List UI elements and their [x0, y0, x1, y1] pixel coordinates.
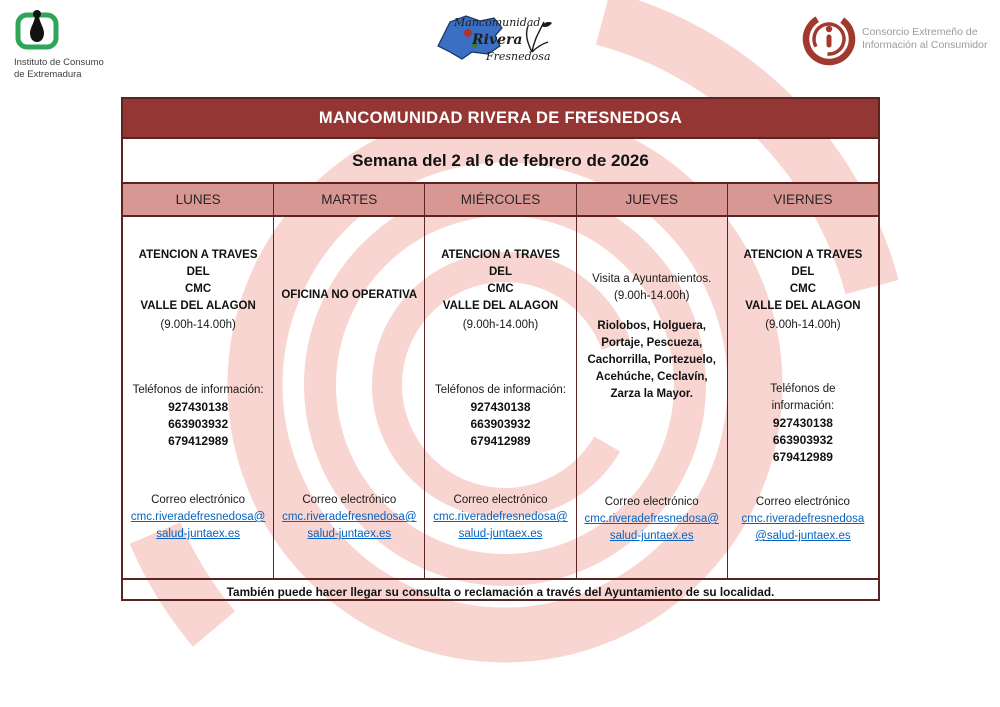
viernes-phone-numbers: [731, 415, 875, 466]
jueves-hours: (9.00h-14.00h): [613, 290, 690, 302]
cell-martes: [274, 217, 425, 578]
cell-miercoles: [425, 217, 576, 578]
instituto-logo-text-line2: de Extremadura: [14, 68, 82, 80]
lunes-email-label: Correo electrónico: [151, 494, 246, 506]
lunes-email-line1[interactable]: cmc.riveradefresnedosa@: [130, 511, 266, 523]
jueves-towns-line4: Acehúche, Ceclavín,: [595, 371, 708, 383]
mancomunidad-word3: Fresnedosa: [486, 50, 551, 63]
viernes-heading-line3: VALLE DEL ALAGON: [745, 300, 861, 312]
viernes-email-line1[interactable]: cmc.riveradefresnedosa: [741, 513, 865, 525]
lunes-phones-label: Teléfonos de información:: [132, 384, 264, 396]
day-header-lunes: LUNES: [123, 184, 274, 215]
lunes-email-link[interactable]: [126, 509, 270, 543]
consorcio-logo-text-line2: Información al Consumidor: [862, 39, 988, 51]
schedule-table: [121, 97, 880, 601]
day-header-miercoles: MIÉRCOLES: [425, 184, 576, 215]
lunes-phone-3: 679412989: [168, 434, 229, 448]
miercoles-email-label: Correo electrónico: [453, 494, 548, 506]
martes-email-line2[interactable]: salud-juntaex.es: [307, 528, 392, 540]
footer-note: También puede hacer llegar su consulta o reclamación a través del Ayuntamiento de su localidad.: [226, 584, 775, 599]
mancomunidad-word2: Rivera: [472, 32, 523, 48]
instituto-consumo-icon: [14, 8, 60, 50]
table-title-bar: [123, 99, 878, 139]
consorcio-logo: [800, 10, 995, 68]
jueves-towns-line5: Zarza la Mayor.: [610, 388, 693, 400]
jueves-activity: Visita a Ayuntamientos.: [592, 273, 712, 285]
table-title: MANCOMUNIDAD RIVERA DE FRESNEDOSA: [318, 108, 683, 127]
viernes-phone-1: 927430138: [772, 416, 833, 430]
miercoles-heading-line1: ATENCION A TRAVES DEL: [441, 249, 560, 278]
viernes-heading-line1: ATENCION A TRAVES DEL: [743, 249, 863, 278]
miercoles-phones-label: Teléfonos de información:: [434, 384, 567, 396]
lunes-hours: (9.00h-14.00h): [160, 319, 236, 331]
viernes-phone-3: 679412989: [772, 450, 833, 464]
day-header-jueves: JUEVES: [577, 184, 728, 215]
viernes-phones-label-line1: Teléfonos de: [770, 383, 836, 395]
lunes-phone-2: 663903932: [168, 417, 229, 431]
viernes-phones-label-line2: información:: [771, 400, 835, 412]
jueves-towns-line2: Portaje, Pescueza,: [601, 337, 703, 349]
martes-email-line1[interactable]: cmc.riveradefresnedosa@: [282, 511, 417, 523]
lunes-heading-line3: VALLE DEL ALAGON: [140, 300, 256, 312]
cell-lunes: [123, 217, 274, 578]
jueves-email-link[interactable]: [580, 511, 724, 545]
day-header-row: [123, 184, 878, 217]
martes-email-link[interactable]: [277, 509, 421, 543]
viernes-email-line2[interactable]: @salud-juntaex.es: [755, 530, 851, 542]
mancomunidad-word1: Mancomunidad: [454, 16, 541, 29]
cell-viernes: [728, 217, 878, 578]
jueves-email-line2[interactable]: salud-juntaex.es: [609, 530, 694, 542]
jueves-towns-line3: Cachorrilla, Portezuelo,: [587, 354, 716, 366]
martes-email-label: Correo electrónico: [302, 494, 397, 506]
consorcio-rings-icon: [800, 10, 858, 68]
lunes-heading-line1: ATENCION A TRAVES DEL: [138, 249, 258, 278]
cell-jueves: [577, 217, 728, 578]
lunes-heading: [126, 247, 270, 315]
viernes-heading: [731, 247, 875, 315]
jueves-towns: [580, 318, 724, 403]
viernes-email-label: Correo electrónico: [755, 496, 850, 508]
day-header-viernes: VIERNES: [728, 184, 878, 215]
lunes-email-line2[interactable]: salud-juntaex.es: [156, 528, 240, 540]
instituto-consumo-logo: [14, 8, 134, 80]
miercoles-phone-numbers: [428, 399, 572, 450]
miercoles-phone-3: 679412989: [470, 434, 531, 448]
consorcio-logo-text-line1: Consorcio Extremeño de: [862, 26, 978, 38]
table-subtitle-bar: [123, 139, 878, 184]
lunes-phone-1: 927430138: [168, 400, 229, 414]
mancomunidad-map-icon: [428, 4, 558, 64]
jueves-email-label: Correo electrónico: [604, 496, 699, 508]
viernes-heading-line2: CMC: [789, 283, 817, 295]
instituto-logo-text-line1: Instituto de Consumo: [14, 57, 104, 68]
table-footer-row: [123, 580, 878, 603]
miercoles-phone-2: 663903932: [470, 417, 531, 431]
miercoles-heading-line2: CMC: [487, 283, 514, 295]
schedule-content-row: [123, 217, 878, 580]
viernes-phones-label: [731, 381, 875, 415]
jueves-email-line1[interactable]: cmc.riveradefresnedosa@: [584, 513, 719, 525]
miercoles-email-line1[interactable]: cmc.riveradefresnedosa@: [433, 511, 568, 523]
lunes-phone-numbers: [126, 399, 270, 450]
week-subtitle: Semana del 2 al 6 de febrero de 2026: [352, 150, 649, 170]
viernes-phone-2: 663903932: [772, 433, 833, 447]
viernes-email-link[interactable]: [731, 511, 875, 545]
miercoles-email-line2[interactable]: salud-juntaex.es: [458, 528, 543, 540]
viernes-hours: (9.00h-14.00h): [765, 319, 841, 331]
miercoles-phone-1: 927430138: [470, 400, 531, 414]
mancomunidad-logo: [428, 4, 558, 64]
miercoles-heading-line3: VALLE DEL ALAGON: [442, 300, 559, 312]
lunes-heading-line2: CMC: [185, 283, 212, 295]
miercoles-email-link[interactable]: [428, 509, 572, 543]
day-header-martes: MARTES: [274, 184, 425, 215]
miercoles-heading: [428, 247, 572, 315]
martes-status: OFICINA NO OPERATIVA: [281, 289, 418, 301]
miercoles-hours: (9.00h-14.00h): [462, 319, 539, 331]
jueves-towns-line1: Riolobos, Holguera,: [597, 320, 707, 332]
